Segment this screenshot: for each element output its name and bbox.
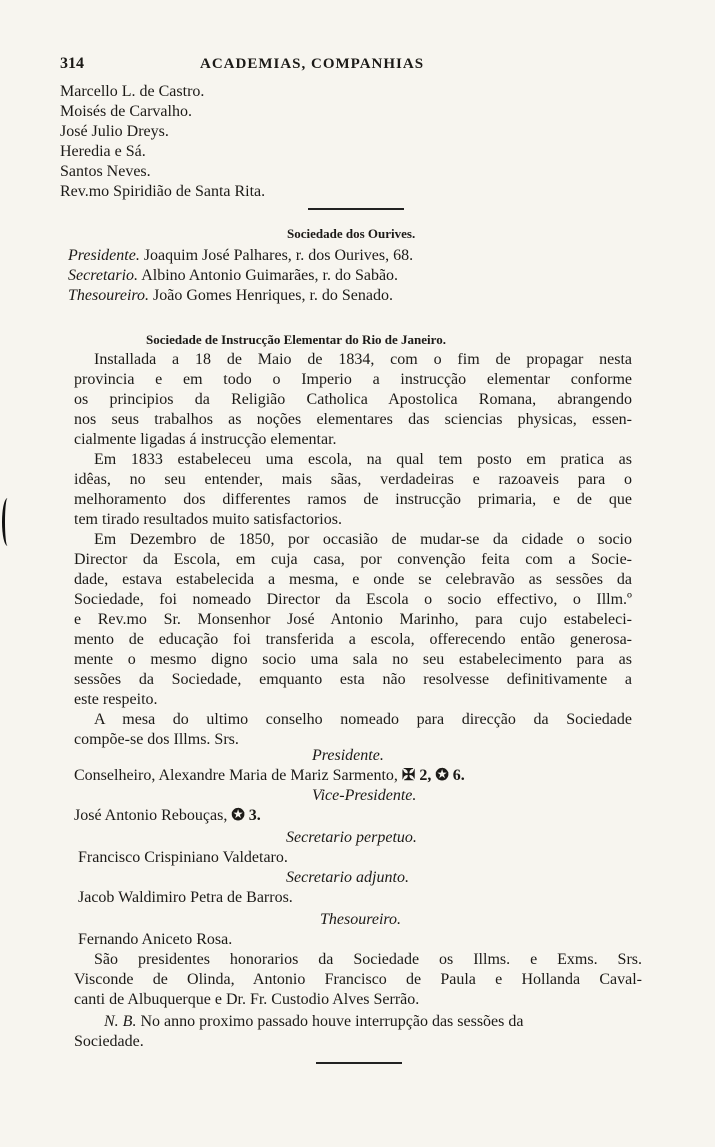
body-line: compõe-se dos Illms. Srs.: [74, 731, 239, 748]
body-line: Sociedade, foi nomeado Director da Escola o socio effectivo, o Illm.º: [74, 591, 632, 608]
body-line: Em 1833 estabeleceu uma escola, na qual tem posto em pratica as: [94, 451, 632, 468]
member-line: Moisés de Carvalho.: [60, 103, 192, 120]
member-line: José Julio Dreys.: [60, 123, 169, 140]
honorarios-line: canti de Albuquerque e Dr. Fr. Custodio Alves Serrão.: [74, 991, 420, 1008]
order-insignia: ✠ 2, ✪ 6.: [401, 767, 465, 784]
body-line: sessões da Sociedade, emquanto esta não resolvesse definitivamente a: [74, 671, 632, 688]
body-line: mente o mesmo digno socio uma sala no seu estabelecimento para as: [74, 651, 632, 668]
officer-text: Joaquim José Palhares, r. dos Ourives, 68.: [143, 247, 414, 264]
body-line: mento de educação foi transferida a escola, offerecendo então generosa-: [74, 631, 632, 648]
body-line: nos seus trabalhos as noções elementares das sciencias physicas, essen-: [74, 411, 632, 428]
body-line: os principios da Religião Catholica Apostolica Romana, abrangendo: [74, 391, 632, 408]
body-line: Em Dezembro de 1850, por occasião de mudar-se da cidade o socio: [94, 531, 632, 548]
nb-text: No anno proximo passado houve interrupção das sessões da: [140, 1013, 524, 1030]
honorarios-line: São presidentes honorarios da Sociedade os Illms. e Exms. Srs.: [94, 951, 642, 968]
nb-line: [104, 1012, 642, 1032]
mesa-vice: José Antonio Rebouças,: [74, 807, 228, 824]
body-line: e Rev.mo Sr. Monsenhor José Antonio Marinho, para cujo estabeleci-: [74, 611, 632, 628]
member-line: Santos Neves.: [60, 163, 151, 180]
section-title-ourives: Sociedade dos Ourives.: [287, 226, 416, 241]
member-line: Marcello L. de Castro.: [60, 83, 205, 100]
role-label-secretario: Secretario perpetuo.: [286, 829, 417, 846]
member-line: Heredia e Sá.: [60, 143, 146, 160]
body-line: dade, estava estabelecida a mesma, e onde se celebravão as sessões da: [74, 571, 632, 588]
role-label-presidente: Presidente.: [312, 747, 384, 764]
officer-line: [68, 266, 398, 286]
mesa-thesoureiro: Fernando Aniceto Rosa.: [78, 931, 233, 948]
officer-line: [68, 286, 393, 306]
mesa-presidente: Conselheiro, Alexandre Maria de Mariz Sarmento,: [74, 767, 398, 784]
section-title-instruccao: Sociedade de Instrucção Elementar do Rio de Janeiro.: [146, 332, 446, 347]
body-line: provincia e em todo o Imperio a instrucção elementar conforme: [74, 371, 632, 388]
officer-text: Albino Antonio Guimarães, r. do Sabão.: [141, 267, 399, 284]
mesa-adjunto: Jacob Waldimiro Petra de Barros.: [78, 889, 293, 906]
officer-role: Presidente.: [68, 247, 140, 264]
officer-line: [68, 246, 413, 266]
mesa-presidente-line: [74, 766, 465, 786]
officer-role: Thesoureiro.: [68, 287, 150, 304]
body-line: tem tirado resultados muito satisfactorios.: [74, 511, 342, 528]
nb-line: Sociedade.: [74, 1033, 144, 1050]
officer-role: Secretario.: [68, 267, 139, 284]
nb-label: N. B.: [104, 1013, 137, 1030]
margin-bracket-mark: [2, 498, 13, 546]
body-line: A mesa do ultimo conselho nomeado para direcção da Sociedade: [94, 711, 632, 728]
body-line: este respeito.: [74, 691, 158, 708]
role-label-vice: Vice-Presidente.: [312, 787, 417, 804]
role-label-adjunto: Secretario adjunto.: [286, 869, 409, 886]
body-line: cialmente ligadas á instrucção elementar.: [74, 431, 337, 448]
order-insignia: ✪ 3.: [231, 807, 261, 824]
mesa-vice-line: [74, 806, 261, 826]
body-line: Director da Escola, em cuja casa, por convenção feita com a Socie-: [74, 551, 632, 568]
section-divider: [316, 1062, 402, 1064]
body-line: melhoramento dos differentes ramos de instrucção primaria, e de que: [74, 491, 632, 508]
running-title: ACADEMIAS, COMPANHIAS: [200, 56, 425, 72]
section-divider: [308, 208, 404, 210]
body-line: idêas, no seu entender, mais sãas, verdadeiras e razoaveis para o: [74, 471, 632, 488]
role-label-thesoureiro: Thesoureiro.: [320, 911, 402, 928]
honorarios-line: Visconde de Olinda, Antonio Francisco de Paula e Hollanda Caval-: [74, 971, 642, 988]
body-line: Installada a 18 de Maio de 1834, com o fim de propagar nesta: [94, 351, 632, 368]
page-number: 314: [60, 55, 84, 72]
officer-text: João Gomes Henriques, r. do Senado.: [153, 287, 394, 304]
mesa-secretario: Francisco Crispiniano Valdetaro.: [78, 849, 288, 866]
member-line: Rev.mo Spiridião de Santa Rita.: [60, 183, 266, 200]
